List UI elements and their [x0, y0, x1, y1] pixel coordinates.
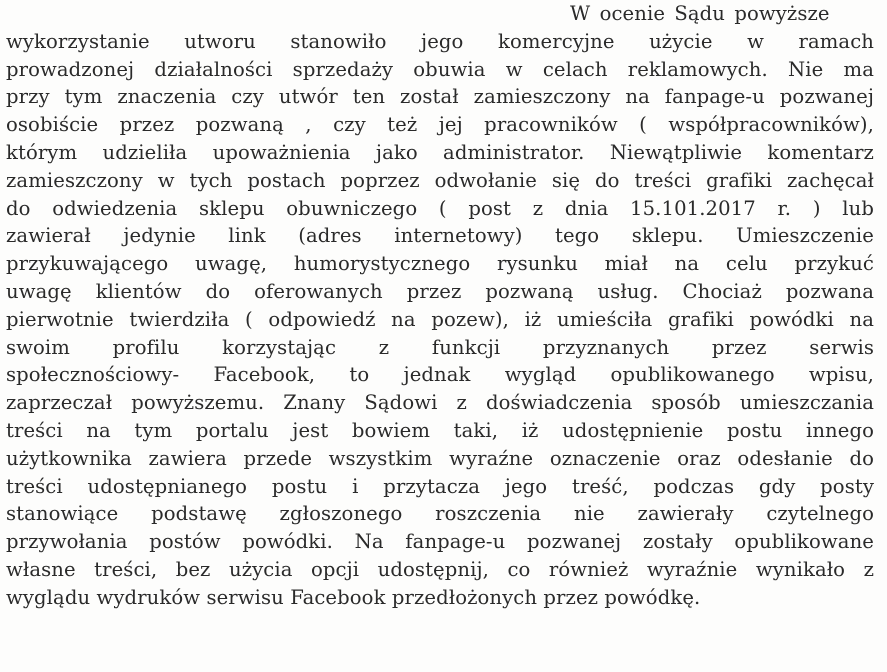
text-line: przykuwającego uwagę, humorystycznego rysunku miał na celu przykuć: [6, 252, 874, 276]
text-line: treści na tym portalu jest bowiem taki, iż udostępnienie postu innego: [6, 418, 874, 442]
text-line: użytkownika zawiera przede wszystkim wyraźne oznaczenie oraz odesłanie do: [6, 446, 874, 470]
text-line: zaprzeczał powyższemu. Znany Sądowi z doświadczenia sposób umieszczania: [6, 391, 874, 415]
text-line: którym udzieliła upoważnienia jako administrator. Niewątpliwie komentarz: [6, 140, 874, 164]
text-line: własne treści, bez użycia opcji udostępnij, co również wyraźnie wynikało z: [6, 557, 874, 581]
text-line: zawierał jedynie link (adres internetowy) tego sklepu. Umieszczenie: [6, 224, 874, 248]
text-line: społecznościowy- Facebook, to jednak wygląd opublikowanego wpisu,: [6, 363, 874, 387]
text-line: przywołania postów powódki. Na fanpage-u pozwanej zostały opublikowane: [6, 530, 874, 554]
text-line: W ocenie Sądu powyższe: [570, 2, 830, 25]
text-line: wyglądu wydruków serwisu Facebook przedłożonych przez powódkę.: [6, 585, 701, 609]
text-line: treści udostępnianego postu i przytacza jego treść, podczas gdy posty: [6, 474, 874, 498]
text-line: wykorzystanie utworu stanowiło jego komercyjne użycie w ramach: [6, 29, 874, 53]
text-line: osobiście przez pozwaną , czy też jej pracowników ( współpracowników),: [6, 113, 874, 137]
text-line: przy tym znaczenia czy utwór ten został zamieszczony na fanpage-u pozwanej: [6, 85, 874, 109]
text-line: stanowiące podstawę zgłoszonego roszczenia nie zawierały czytelnego: [6, 502, 874, 526]
document-body-text: [6, 0, 874, 612]
text-line: zamieszczony w tych postach poprzez odwołanie się do treści grafiki zachęcał: [6, 168, 874, 192]
text-line: uwagę klientów do oferowanych przez pozwaną usług. Chociaż pozwana: [6, 279, 874, 303]
text-line: swoim profilu korzystając z funkcji przyznanych przez serwis: [6, 335, 874, 359]
text-line: pierwotnie twierdziła ( odpowiedź na pozew), iż umieściła grafiki powódki na: [6, 307, 874, 331]
text-line: do odwiedzenia sklepu obuwniczego ( post z dnia 15.101.2017 r. ) lub: [6, 196, 874, 220]
text-line: prowadzonej działalności sprzedaży obuwia w celach reklamowych. Nie ma: [6, 57, 874, 81]
